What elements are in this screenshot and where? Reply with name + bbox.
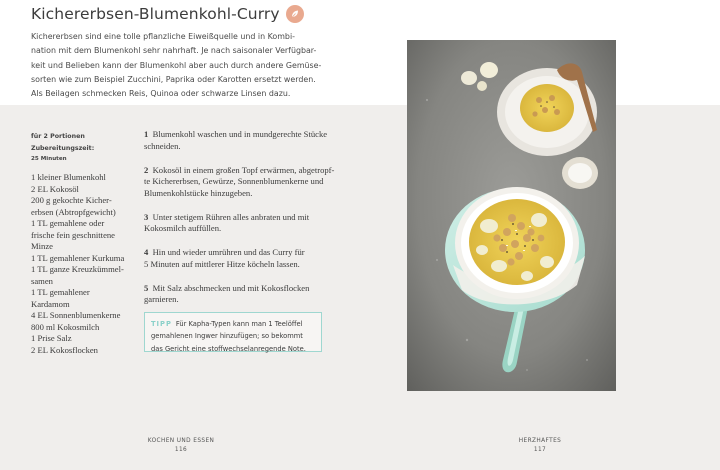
page-title: Kichererbsen-Blumenkohl-Curry (31, 5, 280, 23)
ingredient-line: 2 EL Kokosflocken (31, 344, 98, 355)
recipe-meta (31, 131, 94, 166)
step-number: 3 (144, 211, 149, 222)
step-4 (144, 247, 384, 270)
intro-line: Kichererbsen sind eine tolle pflanzliche Eiweißquelle und in Kombi- (31, 32, 295, 41)
ingredient-line: 1 TL gemahlener Kurkuma (31, 252, 125, 263)
step-text: Blumenkohl waschen und in mundgerechte Stücke (152, 129, 328, 139)
step-5 (144, 283, 384, 306)
ingredient-line: Kardamom (31, 298, 70, 309)
prep-time-value: 25 Minuten (31, 156, 67, 162)
step-2 (144, 165, 384, 200)
ingredient-line: 200 g gekochte Kicher- (31, 195, 112, 205)
left-section-title: KOCHEN UND ESSEN (147, 438, 215, 444)
ingredient-line: erbsen (Abtropfgewicht) (31, 206, 116, 217)
tip-text: Für Kapha-Typen kann man 1 Teelöffel (175, 320, 303, 328)
step-text: garnieren. (144, 294, 179, 305)
tip-box (144, 312, 322, 352)
ingredient-line: 1 TL ganze Kreuzkümmel- (31, 264, 124, 274)
ingredient-line: 1 Prise Salz (31, 333, 72, 343)
step-number: 2 (144, 164, 149, 175)
step-number: 5 (144, 282, 149, 293)
tip-text: das Gericht eine stoffwechselanregende Note. (151, 344, 306, 353)
step-text: te Kichererbsen, Gewürze, Sonnenblumenkerne und (144, 176, 324, 187)
step-text: Blumenkohlstücke hinzugeben. (144, 187, 253, 198)
right-page-number: 117 (533, 447, 547, 453)
step-text: Kokosmilch auffüllen. (144, 223, 222, 234)
intro-line: Als Beilagen schmecken Reis, Quinoa oder schwarze Linsen dazu. (31, 89, 291, 99)
intro-line: sorten wie zum Beispiel Zucchini, Paprika oder Karotten ersetzt werden. (31, 74, 316, 84)
step-number: 4 (144, 247, 149, 258)
tip-label: TIPP (151, 320, 172, 328)
ingredient-line: 800 ml Kokosmilch (31, 321, 100, 332)
tip-text: gemahlenen Ingwer hinzufügen; so bekommt (151, 332, 303, 341)
ingredient-list (31, 172, 137, 356)
ingredient-line: frische fein geschnittene (31, 229, 115, 240)
ingredient-line: Minze (31, 241, 53, 251)
left-page-number: 116 (174, 447, 188, 453)
ingredient-line: 2 EL Kokosöl (31, 183, 79, 194)
step-3 (144, 212, 384, 235)
intro-line: nation mit dem Blumenkohl sehr nahrhaft. Je nach saisonaler Verfügbar- (31, 46, 317, 56)
intro-line: keit und Belieben kann der Blumenkohl aber auch durch andere Gemüse- (31, 60, 322, 70)
ingredient-line: samen (31, 275, 53, 286)
step-text: Hin und wieder umrühren und das Curry für (152, 247, 305, 258)
step-text: Mit Salz abschmecken und mit Kokosflocken (152, 282, 310, 293)
step-text: Kokosöl in einem großen Topf erwärmen, abgetropf- (152, 164, 335, 175)
ingredient-line: 1 kleiner Blumenkohl (31, 172, 106, 182)
prep-time-label: Zubereitungszeit: (31, 144, 95, 152)
step-text: Unter stetigem Rühren alles anbraten und mit (152, 211, 310, 222)
ingredient-line: 1 TL gemahlene oder (31, 218, 105, 228)
portions-label: für 2 Portionen (31, 133, 85, 140)
curry-dish-photo (407, 40, 616, 391)
right-folio (505, 437, 575, 455)
ingredient-line: 1 TL gemahlener (31, 287, 90, 297)
step-number: 1 (144, 129, 149, 139)
intro-text (31, 30, 321, 101)
left-folio (142, 437, 220, 455)
step-1 (144, 129, 384, 152)
vegan-leaf-icon (286, 5, 304, 23)
steps-list (144, 129, 384, 318)
title-row (31, 5, 304, 23)
step-text: schneiden. (144, 140, 181, 151)
step-text: 5 Minuten auf mittlerer Hitze köcheln lassen. (144, 258, 300, 269)
ingredient-line: 4 EL Sonnenblumenkerne (31, 310, 121, 320)
right-section-title: HERZHAFTES (518, 438, 562, 444)
